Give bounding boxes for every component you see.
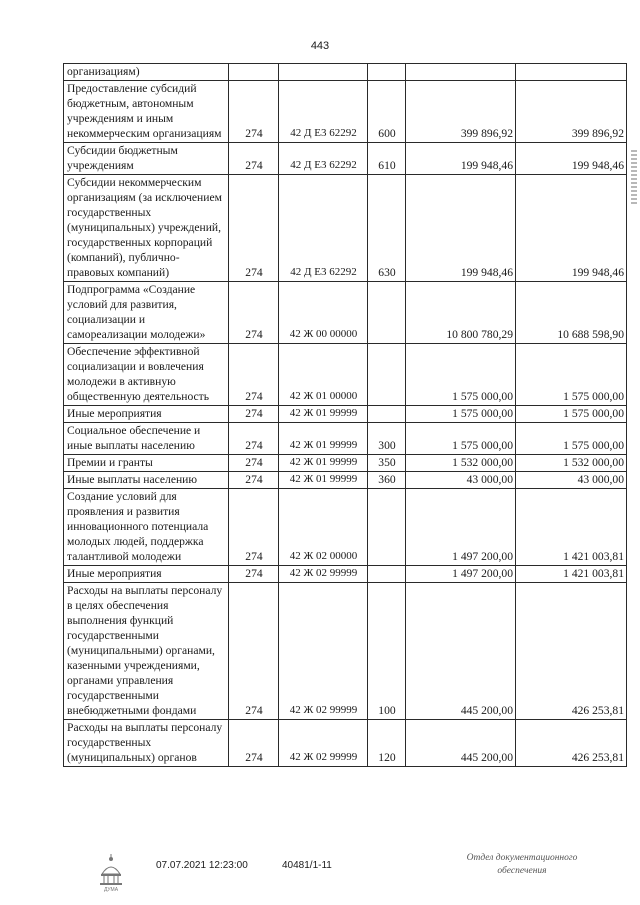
row-expense-type-cell xyxy=(368,566,406,583)
row-name-cell: организациям) xyxy=(64,64,229,81)
row-target-code-cell: 42 Ж 01 99999 xyxy=(279,423,368,455)
row-target-code-cell: 42 Ж 01 99999 xyxy=(279,455,368,472)
row-executed-amount-cell: 426 253,81 xyxy=(516,720,627,767)
row-ved-code-cell: 274 xyxy=(229,455,279,472)
table-row xyxy=(64,64,627,81)
row-executed-amount-cell: 1 575 000,00 xyxy=(516,423,627,455)
binding-mark xyxy=(631,150,637,205)
row-ved-code-cell: 274 xyxy=(229,81,279,143)
row-expense-type-cell xyxy=(368,406,406,423)
row-executed-amount-cell xyxy=(516,64,627,81)
budget-table xyxy=(63,63,627,767)
row-expense-type-cell xyxy=(368,344,406,406)
duma-logo-icon xyxy=(98,852,124,892)
table-row xyxy=(64,455,627,472)
row-target-code-cell: 42 Ж 01 00000 xyxy=(279,344,368,406)
row-executed-amount-cell: 1 575 000,00 xyxy=(516,406,627,423)
row-ved-code-cell: 274 xyxy=(229,489,279,566)
row-planned-amount-cell: 1 575 000,00 xyxy=(406,423,516,455)
row-expense-type-cell xyxy=(368,282,406,344)
row-ved-code-cell: 274 xyxy=(229,720,279,767)
row-target-code-cell: 42 Д Е3 62292 xyxy=(279,143,368,175)
row-planned-amount-cell: 1 532 000,00 xyxy=(406,455,516,472)
row-name-cell: Социальное обеспечение и иные выплаты населению xyxy=(64,423,229,455)
page-footer xyxy=(0,852,640,902)
row-executed-amount-cell: 1 421 003,81 xyxy=(516,566,627,583)
row-ved-code-cell: 274 xyxy=(229,143,279,175)
row-name-cell: Иные выплаты населению xyxy=(64,472,229,489)
row-target-code-cell: 42 Д Е3 62292 xyxy=(279,175,368,282)
row-ved-code-cell: 274 xyxy=(229,344,279,406)
row-expense-type-cell: 600 xyxy=(368,81,406,143)
row-name-cell: Иные мероприятия xyxy=(64,566,229,583)
table-row xyxy=(64,344,627,406)
row-planned-amount-cell: 43 000,00 xyxy=(406,472,516,489)
row-planned-amount-cell: 1 497 200,00 xyxy=(406,489,516,566)
table-row xyxy=(64,583,627,720)
table-row xyxy=(64,489,627,566)
row-expense-type-cell: 350 xyxy=(368,455,406,472)
table-row xyxy=(64,720,627,767)
row-target-code-cell: 42 Ж 02 00000 xyxy=(279,489,368,566)
row-name-cell: Премии и гранты xyxy=(64,455,229,472)
row-ved-code-cell: 274 xyxy=(229,566,279,583)
stamp-document-number: 40481/1-11 xyxy=(282,860,332,871)
row-executed-amount-cell: 10 688 598,90 xyxy=(516,282,627,344)
svg-text:ДУМА: ДУМА xyxy=(103,887,119,892)
row-target-code-cell: 42 Ж 00 00000 xyxy=(279,282,368,344)
row-planned-amount-cell: 1 497 200,00 xyxy=(406,566,516,583)
table-row xyxy=(64,423,627,455)
row-ved-code-cell xyxy=(229,64,279,81)
row-name-cell: Расходы на выплаты персоналу в целях обеспечения выполнения функций государственными (муниципальными) органами, казенными учреждениями, органами управления государственными внебюджетными фондами xyxy=(64,583,229,720)
row-planned-amount-cell: 199 948,46 xyxy=(406,143,516,175)
table-row xyxy=(64,472,627,489)
row-target-code-cell: 42 Ж 01 99999 xyxy=(279,472,368,489)
row-executed-amount-cell: 1 532 000,00 xyxy=(516,455,627,472)
row-executed-amount-cell: 426 253,81 xyxy=(516,583,627,720)
table-row xyxy=(64,81,627,143)
row-executed-amount-cell: 399 896,92 xyxy=(516,81,627,143)
row-target-code-cell: 42 Ж 02 99999 xyxy=(279,583,368,720)
budget-table-body xyxy=(64,64,627,767)
table-row xyxy=(64,406,627,423)
row-executed-amount-cell: 199 948,46 xyxy=(516,143,627,175)
row-ved-code-cell: 274 xyxy=(229,175,279,282)
row-target-code-cell: 42 Ж 01 99999 xyxy=(279,406,368,423)
row-target-code-cell: 42 Ж 02 99999 xyxy=(279,720,368,767)
row-planned-amount-cell xyxy=(406,64,516,81)
row-planned-amount-cell: 1 575 000,00 xyxy=(406,406,516,423)
row-name-cell: Обеспечение эффективной социализации и вовлечения молодежи в активную общественную деятельность xyxy=(64,344,229,406)
row-expense-type-cell: 100 xyxy=(368,583,406,720)
row-planned-amount-cell: 399 896,92 xyxy=(406,81,516,143)
row-name-cell: Субсидии некоммерческим организациям (за исключением государственных (муниципальных) учреждений, государственных корпораций (компаний), публично-правовых компаний) xyxy=(64,175,229,282)
row-ved-code-cell: 274 xyxy=(229,282,279,344)
row-expense-type-cell: 610 xyxy=(368,143,406,175)
row-planned-amount-cell: 445 200,00 xyxy=(406,583,516,720)
row-expense-type-cell: 300 xyxy=(368,423,406,455)
row-target-code-cell: 42 Ж 02 99999 xyxy=(279,566,368,583)
row-expense-type-cell: 120 xyxy=(368,720,406,767)
table-row xyxy=(64,566,627,583)
table-row xyxy=(64,143,627,175)
row-executed-amount-cell: 1 421 003,81 xyxy=(516,489,627,566)
row-ved-code-cell: 274 xyxy=(229,583,279,720)
row-expense-type-cell: 360 xyxy=(368,472,406,489)
row-planned-amount-cell: 10 800 780,29 xyxy=(406,282,516,344)
row-executed-amount-cell: 1 575 000,00 xyxy=(516,344,627,406)
stamp-department: Отдел документационного обеспечения xyxy=(466,853,578,876)
page-number: 443 xyxy=(310,40,330,52)
table-row xyxy=(64,175,627,282)
table-row xyxy=(64,282,627,344)
row-executed-amount-cell: 199 948,46 xyxy=(516,175,627,282)
row-expense-type-cell: 630 xyxy=(368,175,406,282)
row-ved-code-cell: 274 xyxy=(229,406,279,423)
row-name-cell: Расходы на выплаты персоналу государственных (муниципальных) органов xyxy=(64,720,229,767)
row-expense-type-cell xyxy=(368,489,406,566)
row-ved-code-cell: 274 xyxy=(229,423,279,455)
row-name-cell: Подпрограмма «Создание условий для развития, социализации и самореализации молодежи» xyxy=(64,282,229,344)
row-target-code-cell xyxy=(279,64,368,81)
row-planned-amount-cell: 1 575 000,00 xyxy=(406,344,516,406)
row-expense-type-cell xyxy=(368,64,406,81)
row-name-cell: Иные мероприятия xyxy=(64,406,229,423)
row-name-cell: Предоставление субсидий бюджетным, автономным учреждениям и иным некоммерческим организациям xyxy=(64,81,229,143)
stamp-date: 07.07.2021 12:23:00 xyxy=(156,860,248,871)
row-name-cell: Создание условий для проявления и развития инновационного потенциала молодых людей, поддержка талантливой молодежи xyxy=(64,489,229,566)
row-executed-amount-cell: 43 000,00 xyxy=(516,472,627,489)
row-planned-amount-cell: 445 200,00 xyxy=(406,720,516,767)
row-planned-amount-cell: 199 948,46 xyxy=(406,175,516,282)
row-name-cell: Субсидии бюджетным учреждениям xyxy=(64,143,229,175)
row-target-code-cell: 42 Д Е3 62292 xyxy=(279,81,368,143)
row-ved-code-cell: 274 xyxy=(229,472,279,489)
